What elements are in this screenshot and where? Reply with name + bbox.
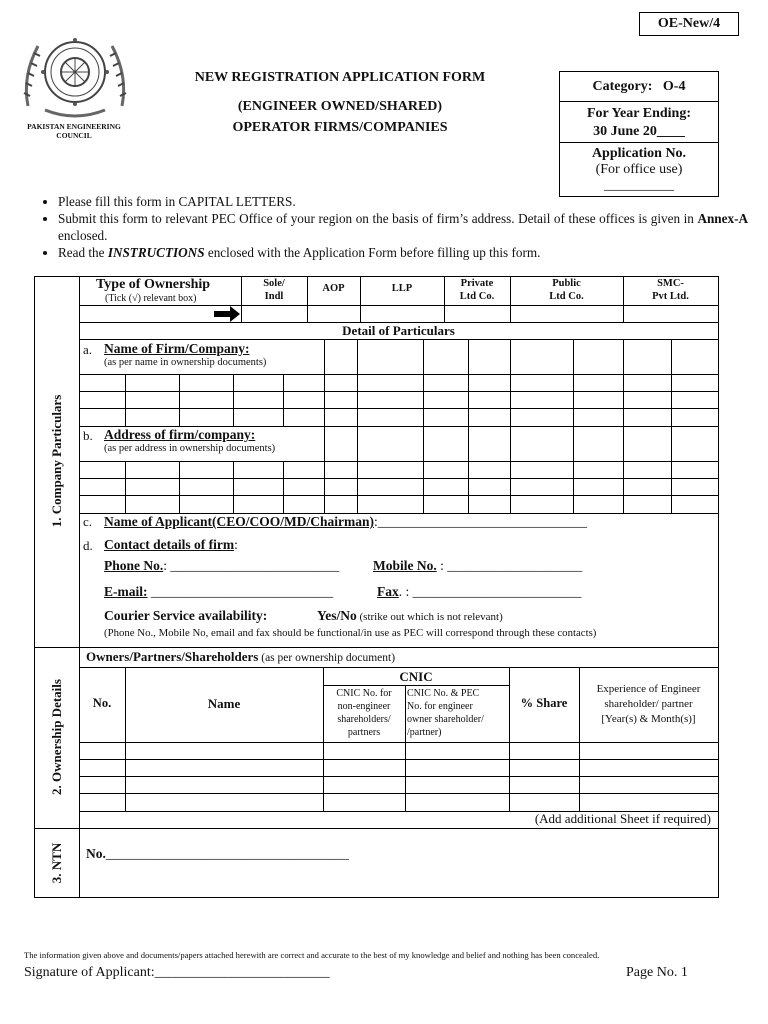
instructions-list: [30, 193, 748, 261]
courier-answer[interactable]: [317, 608, 503, 624]
public-label-1: Public: [552, 278, 581, 289]
mobile-label: Mobile No.: [373, 558, 437, 573]
col-share-header: % Share: [520, 696, 568, 710]
courier-availability: [104, 608, 267, 624]
application-no-label: Application No.: [591, 146, 687, 161]
mobile-blank: : ____________________: [436, 558, 583, 573]
instruction-text: enclosed with the Application Form before filling up this form.: [204, 245, 541, 260]
application-no-field: __________: [604, 178, 674, 193]
firm-name-label: Name of Firm/Company:: [104, 341, 250, 356]
contact-details-colon: :: [234, 537, 238, 552]
section-ntn-label: 3. NTN: [49, 842, 64, 884]
instruction-text: Read the: [58, 245, 108, 260]
col-cnic-header: CNIC: [399, 669, 433, 684]
signature-blank: _________________________: [154, 965, 330, 980]
courier-label: Courier Service availability:: [104, 608, 268, 623]
owners-header-note: (as per ownership document): [258, 652, 396, 664]
cnic2-line: No. for engineer: [407, 701, 473, 712]
fax-label: Fax: [377, 584, 399, 599]
ownership-option-aop[interactable]: AOP: [322, 283, 345, 294]
year-ending-value[interactable]: 30 June 20____: [593, 124, 685, 139]
ntn-no-label: No.: [86, 846, 106, 861]
ownership-option-sole[interactable]: [241, 277, 307, 303]
declaration-text: The information given above and documents/papers attached herewith are correct and accurate to the best of my knowledge and belief and nothing has been concealed.: [24, 950, 600, 960]
cnic2-line: /partner): [407, 727, 442, 738]
applicant-name-row[interactable]: [104, 514, 587, 530]
ntn-no-blank: ____________________________________: [105, 846, 349, 861]
cnic1-line: CNIC No. for: [336, 688, 392, 699]
category-box: [559, 71, 719, 197]
category-value: O-4: [662, 79, 686, 94]
item-d-letter: d.: [83, 538, 93, 553]
ownership-option-llp[interactable]: LLP: [391, 283, 413, 294]
section-ownership-details-label: 2. Ownership Details: [49, 679, 64, 795]
private-label-1: Private: [460, 278, 494, 289]
contact-details-heading: [104, 537, 238, 553]
cnic1-line: partners: [347, 727, 381, 738]
year-ending-label: For Year Ending:: [587, 106, 691, 121]
col-cnic-engineer: [407, 687, 509, 739]
phone-blank: : _________________________: [163, 558, 340, 573]
ownership-type-title: Type of Ownership: [96, 277, 211, 292]
firm-address-note: (as per address in ownership documents): [104, 443, 276, 454]
col-experience-header: [579, 682, 718, 727]
fax-field[interactable]: [377, 584, 581, 600]
additional-sheet-note: (Add additional Sheet if required): [534, 811, 711, 826]
col-cnic-non-engineer: [323, 687, 405, 739]
section-company-particulars-label: 1. Company Particulars: [49, 394, 64, 528]
instruction-item: [58, 210, 748, 244]
cnic1-line: shareholders/: [337, 714, 391, 725]
col-name-header: Name: [207, 696, 241, 711]
instruction-item: [58, 244, 748, 261]
courier-note: (strike out which is not relevant): [356, 611, 503, 623]
form-subtitle-2: OPERATOR FIRMS/COMPANIES: [232, 120, 448, 135]
contact-note: (Phone No., Mobile No, email and fax should be functional/in use as PEC will correspond through these contacts): [104, 627, 597, 639]
item-b-letter: b.: [83, 428, 93, 443]
sole-label-2: Indl: [264, 291, 284, 302]
form-title: NEW REGISTRATION APPLICATION FORM: [194, 70, 486, 85]
application-no-row: [560, 143, 718, 194]
ownership-option-public-ltd[interactable]: [510, 277, 623, 303]
form-reference: OE-New/4: [639, 12, 739, 36]
application-no-note: (For office use): [595, 162, 683, 177]
cnic2-line: CNIC No. & PEC: [407, 688, 480, 699]
experience-line: Experience of Engineer: [596, 683, 701, 695]
instruction-item: • Please fill this form in CAPITAL LETTERS.: [58, 193, 748, 210]
col-no-header: No.: [92, 696, 112, 710]
private-label-2: Ltd Co.: [459, 291, 495, 302]
signature-field[interactable]: [24, 965, 330, 981]
owners-header-title: Owners/Partners/Shareholders: [86, 649, 259, 664]
fax-blank: . : _________________________: [398, 584, 582, 599]
contact-details-label: Contact details of firm: [104, 537, 235, 552]
email-field[interactable]: [104, 584, 333, 600]
council-name: [14, 122, 134, 140]
page-number: Page No. 1: [626, 965, 688, 980]
firm-address-label: Address of firm/company:: [104, 427, 256, 442]
experience-line: shareholder/ partner: [604, 698, 693, 710]
item-a-letter: a.: [83, 342, 93, 357]
applicant-name-label: Name of Applicant(CEO/COO/MD/Chairman): [104, 514, 374, 529]
cnic2-line: owner shareholder/: [407, 714, 484, 725]
ownership-option-smc-pvt[interactable]: [623, 277, 718, 303]
experience-line: [Year(s) & Month(s)]: [601, 713, 696, 725]
category-label: Category:: [592, 79, 653, 94]
phone-field[interactable]: [104, 558, 339, 574]
smc-label-2: Pvt Ltd.: [652, 291, 689, 302]
courier-yes-no: Yes/No: [317, 608, 357, 623]
firm-name-note: (as per name in ownership documents): [104, 357, 267, 368]
item-c-letter: c.: [83, 514, 93, 529]
public-label-2: Ltd Co.: [549, 291, 584, 302]
council-name-line2: COUNCIL: [56, 131, 92, 140]
annex-a-reference: Annex-A: [697, 211, 748, 226]
phone-label: Phone No.: [104, 558, 164, 573]
instruction-text: Submit this form to relevant PEC Office of your region on the basis of firm’s address. Detail of these offices is given in: [58, 211, 698, 226]
email-blank: ___________________________: [147, 584, 334, 599]
mobile-field[interactable]: [373, 558, 582, 574]
category-row: [560, 72, 718, 102]
particulars-header: Detail of Particulars: [342, 323, 455, 338]
owners-header: [86, 649, 395, 665]
form-subtitle-1: (ENGINEER OWNED/SHARED): [237, 99, 443, 114]
applicant-name-field: :_______________________________: [374, 514, 588, 529]
council-name-line1: PAKISTAN ENGINEERING: [27, 122, 121, 131]
year-ending-row: [560, 102, 718, 143]
email-label: E-mail:: [104, 584, 148, 599]
smc-label-1: SMC-: [657, 278, 684, 289]
ownership-option-private-ltd[interactable]: [444, 277, 510, 303]
ntn-field[interactable]: [86, 846, 349, 862]
main-form-grid: [34, 276, 719, 898]
ownership-type-note: (Tick (√) relevant box): [105, 293, 197, 304]
instructions-reference: INSTRUCTIONS: [107, 245, 205, 260]
arrow-right-icon: [214, 306, 240, 322]
cnic1-line: non-engineer: [337, 701, 391, 712]
pec-seal-logo: [20, 26, 130, 122]
sole-label-1: Sole/: [263, 278, 285, 289]
signature-label: Signature of Applicant:: [24, 965, 155, 980]
instruction-text: enclosed.: [58, 228, 108, 243]
